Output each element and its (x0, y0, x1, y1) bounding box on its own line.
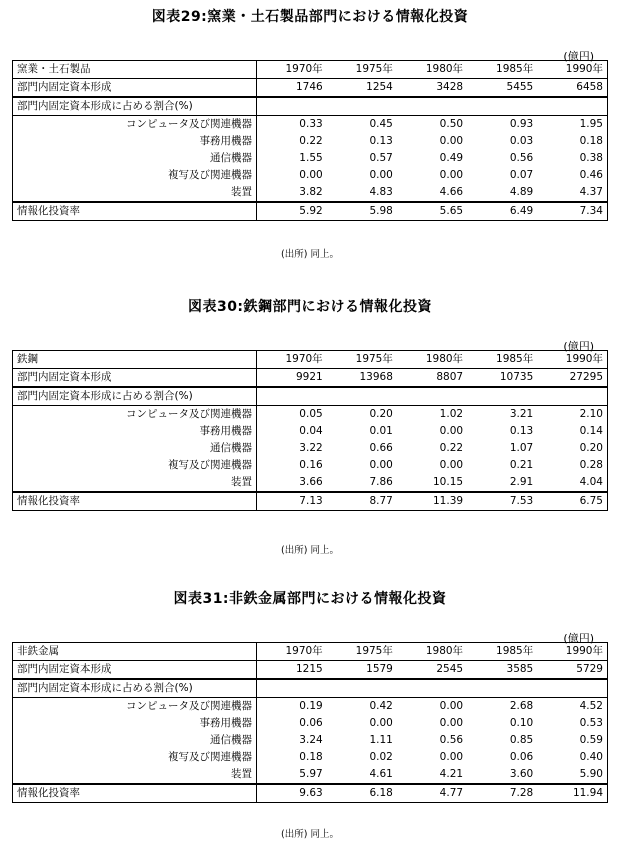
cell: 0.00 (439, 135, 464, 147)
table-row (13, 116, 608, 134)
cell: 5.97 (257, 766, 327, 784)
row-label: 情報化投資率 (13, 784, 257, 803)
table-row (13, 79, 608, 98)
cell: 1.02 (439, 408, 464, 420)
table-row (13, 749, 608, 766)
cell: 1.07 (509, 442, 534, 454)
row-label: 通信機器 (13, 440, 257, 457)
source-note: (出所) 同上。 (281, 545, 339, 556)
cell: 0.00 (439, 425, 464, 437)
year-header: 1970年 (257, 351, 327, 369)
cell: 0.57 (369, 152, 393, 164)
year-header: 1970年 (257, 61, 327, 79)
cell: 4.83 (327, 184, 397, 202)
cell: 0.14 (537, 423, 607, 440)
table-row (13, 440, 608, 457)
cell: 0.45 (369, 118, 393, 130)
cell: 0.00 (439, 459, 464, 471)
row-label: コンピュータ及び関連機器 (13, 116, 257, 134)
table-row (13, 766, 608, 784)
cell: 0.05 (299, 408, 323, 420)
table-row (13, 406, 608, 424)
unit-label: (億円) (563, 50, 594, 63)
cell: 3.22 (299, 442, 323, 454)
table-row (13, 133, 608, 150)
row-label: 装置 (13, 766, 257, 784)
cell: 0.00 (369, 459, 393, 471)
row-label: 装置 (13, 474, 257, 492)
cell: 6.75 (537, 492, 607, 511)
cell: 0.40 (537, 749, 607, 766)
data-table (12, 350, 608, 511)
cell: 0.16 (299, 459, 323, 471)
cell: 0.13 (369, 135, 393, 147)
cell: 4.89 (467, 184, 537, 202)
year-header: 1975年 (327, 351, 397, 369)
cell: 4.37 (537, 184, 607, 202)
cell: 0.18 (537, 133, 607, 150)
row-label: 事務用機器 (13, 715, 257, 732)
year-header: 1990年 (537, 61, 607, 79)
cell: 0.56 (439, 734, 464, 746)
cell: 4.77 (397, 784, 467, 803)
cell: 0.13 (509, 425, 534, 437)
cell: 3.24 (299, 734, 323, 746)
cell: 0.20 (537, 440, 607, 457)
table-row (13, 698, 608, 716)
table-row (13, 474, 608, 492)
cell: 1.95 (537, 116, 607, 134)
table-row (13, 351, 608, 369)
cell: 0.46 (537, 167, 607, 184)
row-label: 部門内固定資本形成 (13, 79, 257, 98)
cell: 0.02 (369, 751, 393, 763)
row-label: 情報化投資率 (13, 202, 257, 221)
cell: 1215 (257, 661, 327, 680)
year-header: 1975年 (327, 61, 397, 79)
table-row (13, 61, 608, 79)
table-row (13, 387, 608, 406)
cell: 11.94 (537, 784, 607, 803)
cell: 0.04 (299, 425, 323, 437)
year-header: 1990年 (537, 351, 607, 369)
cell: 9921 (257, 369, 327, 388)
cell: 0.18 (299, 751, 323, 763)
sector-label: 非鉄金属 (13, 643, 257, 661)
source-note: (出所) 同上。 (281, 829, 339, 840)
cell: 4.61 (327, 766, 397, 784)
cell: 7.53 (467, 492, 537, 511)
cell: 0.93 (509, 118, 534, 130)
cell: 0.22 (439, 442, 464, 454)
row-label: 事務用機器 (13, 423, 257, 440)
cell: 0.00 (439, 751, 464, 763)
table-row (13, 369, 608, 388)
cell: 0.01 (369, 425, 393, 437)
year-header: 1975年 (327, 643, 397, 661)
year-header: 1980年 (397, 61, 467, 79)
cell: 4.66 (397, 184, 467, 202)
table-title: 図表29:窯業・土石製品部門における情報化投資 (151, 9, 469, 25)
table-section-30 (0, 290, 620, 560)
cell: 0.00 (439, 717, 464, 729)
cell: 0.00 (369, 169, 393, 181)
row-label: 部門内固定資本形成に占める割合(%) (13, 387, 257, 406)
sector-label: 鉄鋼 (13, 351, 257, 369)
table-row (13, 184, 608, 202)
table-row (13, 732, 608, 749)
cell: 7.34 (537, 202, 607, 221)
row-label: 部門内固定資本形成 (13, 369, 257, 388)
row-label: 通信機器 (13, 732, 257, 749)
table-row (13, 150, 608, 167)
table-row (13, 97, 608, 116)
cell: 0.00 (439, 700, 464, 712)
table-title: 図表30:鉄鋼部門における情報化投資 (187, 299, 433, 315)
cell: 13968 (327, 369, 397, 388)
cell: 3.60 (467, 766, 537, 784)
row-label: 事務用機器 (13, 133, 257, 150)
row-label: 複写及び関連機器 (13, 457, 257, 474)
cell: 8807 (397, 369, 467, 388)
cell: 3.82 (257, 184, 327, 202)
cell: 6.18 (327, 784, 397, 803)
cell: 7.86 (327, 474, 397, 492)
sector-label: 窯業・土石製品 (13, 61, 257, 79)
cell: 2.10 (537, 406, 607, 424)
cell: 0.21 (509, 459, 534, 471)
row-label: 情報化投資率 (13, 492, 257, 511)
cell: 27295 (537, 369, 607, 388)
cell: 1.11 (369, 734, 393, 746)
row-label: 複写及び関連機器 (13, 749, 257, 766)
data-table (12, 60, 608, 221)
cell: 0.50 (439, 118, 464, 130)
cell: 4.52 (537, 698, 607, 716)
cell: 5455 (467, 79, 537, 98)
cell: 0.00 (299, 169, 323, 181)
cell: 0.38 (537, 150, 607, 167)
table-row (13, 643, 608, 661)
cell: 3585 (467, 661, 537, 680)
unit-label: (億円) (563, 340, 594, 353)
cell: 8.77 (327, 492, 397, 511)
cell: 0.07 (509, 169, 534, 181)
year-header: 1980年 (397, 351, 467, 369)
table-row (13, 661, 608, 680)
cell: 4.21 (397, 766, 467, 784)
cell: 0.20 (369, 408, 393, 420)
cell: 0.42 (369, 700, 393, 712)
cell: 3428 (397, 79, 467, 98)
cell: 3.21 (509, 408, 534, 420)
row-label: 装置 (13, 184, 257, 202)
cell: 7.13 (257, 492, 327, 511)
cell: 6458 (537, 79, 607, 98)
year-header: 1985年 (467, 61, 537, 79)
row-label: 複写及び関連機器 (13, 167, 257, 184)
cell: 0.06 (299, 717, 323, 729)
cell: 10.15 (397, 474, 467, 492)
cell: 11.39 (397, 492, 467, 511)
row-label: コンピュータ及び関連機器 (13, 698, 257, 716)
cell: 0.59 (537, 732, 607, 749)
row-label: 部門内固定資本形成に占める割合(%) (13, 679, 257, 698)
unit-label: (億円) (563, 632, 594, 645)
cell: 4.04 (537, 474, 607, 492)
cell: 3.66 (257, 474, 327, 492)
cell: 1.55 (299, 152, 323, 164)
table-section-31 (0, 582, 620, 846)
cell: 0.28 (537, 457, 607, 474)
cell: 2.68 (509, 700, 534, 712)
cell: 6.49 (467, 202, 537, 221)
cell: 0.03 (509, 135, 534, 147)
cell: 0.00 (369, 717, 393, 729)
cell: 0.10 (509, 717, 534, 729)
cell: 5.90 (537, 766, 607, 784)
cell: 0.22 (299, 135, 323, 147)
row-label: 部門内固定資本形成に占める割合(%) (13, 97, 257, 116)
cell: 1579 (327, 661, 397, 680)
table-row (13, 679, 608, 698)
cell: 9.63 (257, 784, 327, 803)
year-header: 1980年 (397, 643, 467, 661)
cell: 5.92 (257, 202, 327, 221)
source-note: (出所) 同上。 (281, 249, 339, 260)
table-row (13, 423, 608, 440)
cell: 5.98 (327, 202, 397, 221)
cell: 0.06 (509, 751, 534, 763)
cell: 5.65 (397, 202, 467, 221)
cell: 10735 (467, 369, 537, 388)
table-row (13, 492, 608, 511)
row-label: コンピュータ及び関連機器 (13, 406, 257, 424)
table-row (13, 457, 608, 474)
year-header: 1985年 (467, 643, 537, 661)
cell: 5729 (537, 661, 607, 680)
cell: 1254 (327, 79, 397, 98)
cell: 7.28 (467, 784, 537, 803)
row-label: 通信機器 (13, 150, 257, 167)
cell: 0.53 (537, 715, 607, 732)
table-row (13, 784, 608, 803)
cell: 2.91 (467, 474, 537, 492)
table-row (13, 167, 608, 184)
table-title: 図表31:非鉄金属部門における情報化投資 (173, 591, 447, 607)
cell: 0.49 (439, 152, 464, 164)
row-label: 部門内固定資本形成 (13, 661, 257, 680)
year-header: 1990年 (537, 643, 607, 661)
cell: 1746 (257, 79, 327, 98)
cell: 0.66 (369, 442, 393, 454)
year-header: 1985年 (467, 351, 537, 369)
cell: 0.85 (509, 734, 534, 746)
cell: 0.56 (509, 152, 534, 164)
cell: 0.00 (439, 169, 464, 181)
table-row (13, 202, 608, 221)
table-section-29 (0, 0, 620, 270)
cell: 0.19 (299, 700, 323, 712)
table-row (13, 715, 608, 732)
year-header: 1970年 (257, 643, 327, 661)
cell: 2545 (397, 661, 467, 680)
data-table (12, 642, 608, 803)
cell: 0.33 (299, 118, 323, 130)
